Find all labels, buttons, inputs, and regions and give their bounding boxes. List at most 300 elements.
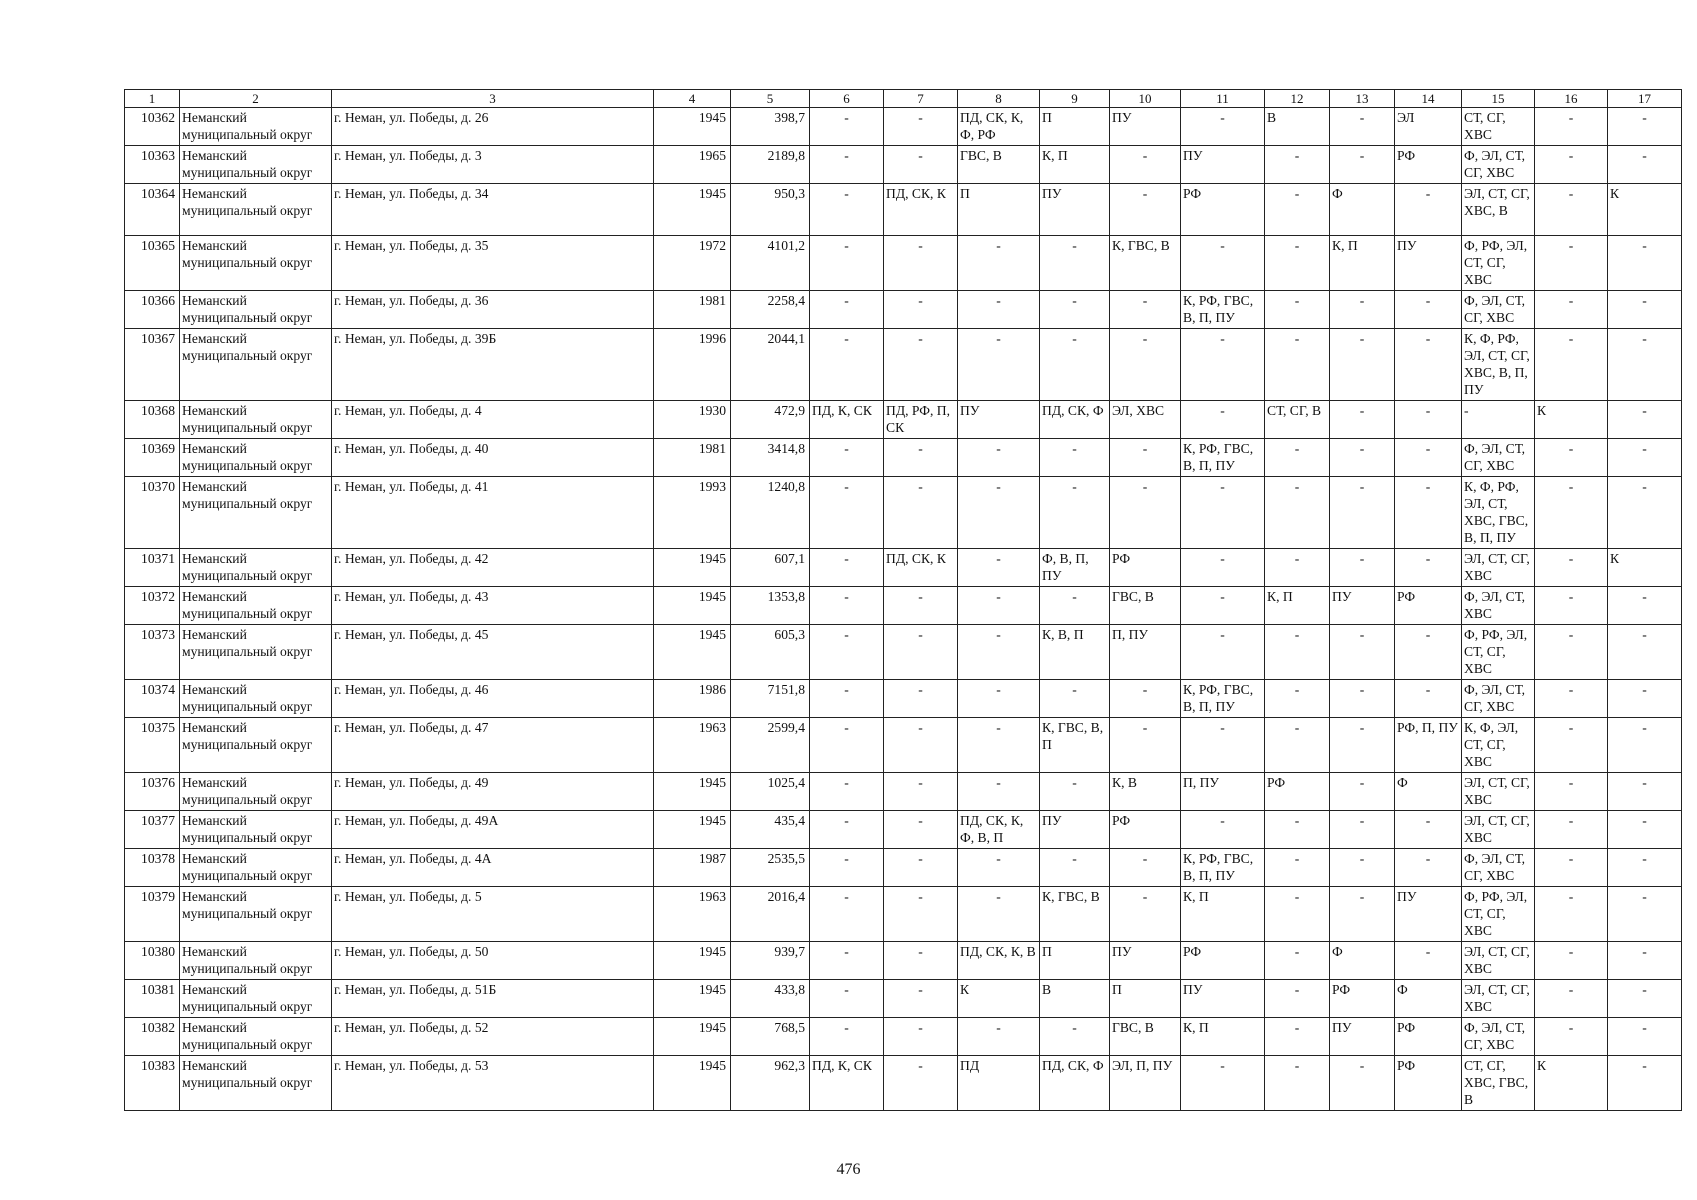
table-cell: 1981 (654, 439, 731, 477)
table-cell: г. Неман, ул. Победы, д. 52 (332, 1018, 654, 1056)
table-cell: ПУ (1395, 236, 1462, 291)
table-cell: П, ПУ (1110, 625, 1181, 680)
table-cell: - (1040, 1018, 1110, 1056)
table-cell: - (884, 680, 958, 718)
table-cell: 10376 (125, 773, 180, 811)
table-cell: 1993 (654, 477, 731, 549)
table-cell: К, РФ, ГВС, В, П, ПУ (1181, 680, 1265, 718)
table-cell: г. Неман, ул. Победы, д. 3 (332, 146, 654, 184)
table-cell: г. Неман, ул. Победы, д. 49 (332, 773, 654, 811)
table-cell: - (1535, 718, 1608, 773)
table-cell: К, Ф, РФ, ЭЛ, СТ, СГ, ХВС, В, П, ПУ (1462, 329, 1535, 401)
table-cell: - (1330, 849, 1395, 887)
table-cell: - (884, 329, 958, 401)
table-cell: - (810, 236, 884, 291)
table-cell: - (958, 887, 1040, 942)
table-cell: 10375 (125, 718, 180, 773)
table-cell: 3414,8 (731, 439, 810, 477)
table-cell: г. Неман, ул. Победы, д. 26 (332, 108, 654, 146)
table-cell: 1945 (654, 108, 731, 146)
table-cell: - (1330, 1056, 1395, 1111)
table-cell: г. Неман, ул. Победы, д. 46 (332, 680, 654, 718)
table-cell: - (958, 680, 1040, 718)
table-cell: ГВС, В (958, 146, 1040, 184)
table-cell: - (1040, 849, 1110, 887)
table-cell: - (1535, 291, 1608, 329)
table-cell: - (1265, 549, 1330, 587)
table-cell: - (1395, 811, 1462, 849)
table-cell: - (884, 236, 958, 291)
table-cell: 1353,8 (731, 587, 810, 625)
table-cell: - (810, 549, 884, 587)
table-cell: Ф, В, П, ПУ (1040, 549, 1110, 587)
table-cell: - (958, 625, 1040, 680)
table-cell: 10365 (125, 236, 180, 291)
table-cell: ПД, СК, Ф (1040, 401, 1110, 439)
table-cell: - (1535, 942, 1608, 980)
table-cell: П (1110, 980, 1181, 1018)
table-cell: - (1181, 477, 1265, 549)
table-cell: г. Неман, ул. Победы, д. 5 (332, 887, 654, 942)
table-cell: - (810, 108, 884, 146)
table-cell: К (1535, 401, 1608, 439)
table-cell: - (1181, 718, 1265, 773)
table-cell: - (1330, 811, 1395, 849)
table-cell: - (1395, 291, 1462, 329)
table-cell: - (1535, 329, 1608, 401)
table-cell: г. Неман, ул. Победы, д. 4А (332, 849, 654, 887)
table-cell: г. Неман, ул. Победы, д. 34 (332, 184, 654, 236)
table-cell: - (1535, 439, 1608, 477)
table-cell: - (884, 980, 958, 1018)
table-cell: - (884, 1018, 958, 1056)
table-cell: 1240,8 (731, 477, 810, 549)
table-cell: - (1608, 980, 1682, 1018)
table-cell: - (1265, 329, 1330, 401)
column-number-header: 8 (958, 90, 1040, 108)
table-cell: - (1395, 401, 1462, 439)
table-cell: - (884, 439, 958, 477)
table-cell: Ф, РФ, ЭЛ, СТ, СГ, ХВС (1462, 625, 1535, 680)
table-cell: - (1265, 236, 1330, 291)
table-cell: - (1181, 587, 1265, 625)
table-cell: РФ (1330, 980, 1395, 1018)
table-cell: - (1395, 549, 1462, 587)
table-cell: - (1265, 146, 1330, 184)
table-cell: г. Неман, ул. Победы, д. 53 (332, 1056, 654, 1111)
table-cell: П (1040, 942, 1110, 980)
table-cell: - (1608, 942, 1682, 980)
table-cell: 4101,2 (731, 236, 810, 291)
table-cell: ПД (958, 1056, 1040, 1111)
table-cell: - (1265, 625, 1330, 680)
table-cell: - (1608, 477, 1682, 549)
table-cell: РФ (1181, 184, 1265, 236)
table-cell: К, ГВС, В (1110, 236, 1181, 291)
table-cell: Неманский муниципальный округ (180, 146, 332, 184)
table-cell: РФ, П, ПУ (1395, 718, 1462, 773)
data-table (124, 89, 1682, 1111)
table-cell: - (810, 146, 884, 184)
table-cell: - (1608, 887, 1682, 942)
table-cell: 1945 (654, 1056, 731, 1111)
table-cell: - (884, 773, 958, 811)
table-cell: В (1265, 108, 1330, 146)
table-cell: 1945 (654, 184, 731, 236)
table-cell: ПД, К, СК (810, 1056, 884, 1111)
table-cell: Неманский муниципальный округ (180, 236, 332, 291)
table-row (125, 773, 1682, 811)
table-cell: - (1265, 1056, 1330, 1111)
table-cell: 10382 (125, 1018, 180, 1056)
table-cell: - (1110, 291, 1181, 329)
table-cell: РФ (1395, 146, 1462, 184)
table-cell: РФ (1395, 587, 1462, 625)
table-cell: ПУ (1330, 587, 1395, 625)
column-number-header: 9 (1040, 90, 1110, 108)
table-cell: - (884, 477, 958, 549)
table-cell: ПД, СК, К, Ф, В, П (958, 811, 1040, 849)
table-cell: ПУ (1181, 146, 1265, 184)
column-number-header: 4 (654, 90, 731, 108)
table-row (125, 1056, 1682, 1111)
table-cell: ПД, СК, К, Ф, РФ (958, 108, 1040, 146)
table-cell: 10363 (125, 146, 180, 184)
table-cell: ПУ (1395, 887, 1462, 942)
table-cell: - (1110, 477, 1181, 549)
table-cell: - (1330, 680, 1395, 718)
table-cell: - (1608, 1056, 1682, 1111)
table-cell: Ф, ЭЛ, СТ, СГ, ХВС (1462, 291, 1535, 329)
table-cell: - (1181, 401, 1265, 439)
table-cell: - (810, 184, 884, 236)
table-cell: ПД, СК, К (884, 549, 958, 587)
table-cell: - (1181, 329, 1265, 401)
table-cell: - (1535, 477, 1608, 549)
column-number-header: 3 (332, 90, 654, 108)
table-cell: 1945 (654, 942, 731, 980)
table-row (125, 439, 1682, 477)
table-cell: - (1265, 887, 1330, 942)
table-row (125, 849, 1682, 887)
table-row (125, 184, 1682, 236)
table-cell: Неманский муниципальный округ (180, 401, 332, 439)
table-cell: Неманский муниципальный округ (180, 942, 332, 980)
table-cell: - (1110, 680, 1181, 718)
table-row (125, 108, 1682, 146)
table-cell: - (1535, 887, 1608, 942)
table-cell: г. Неман, ул. Победы, д. 42 (332, 549, 654, 587)
table-cell: г. Неман, ул. Победы, д. 35 (332, 236, 654, 291)
column-number-header: 12 (1265, 90, 1330, 108)
table-cell: 7151,8 (731, 680, 810, 718)
table-cell: ПУ (1181, 980, 1265, 1018)
column-number-header: 15 (1462, 90, 1535, 108)
table-cell: - (884, 625, 958, 680)
table-cell: - (1110, 887, 1181, 942)
table-cell: Неманский муниципальный округ (180, 477, 332, 549)
header-row (125, 90, 1682, 108)
table-cell: 939,7 (731, 942, 810, 980)
table-cell: - (884, 146, 958, 184)
table-cell: 605,3 (731, 625, 810, 680)
table-cell: 433,8 (731, 980, 810, 1018)
table-cell: 1987 (654, 849, 731, 887)
table-cell: - (1181, 549, 1265, 587)
table-cell: Неманский муниципальный округ (180, 291, 332, 329)
table-cell: - (1395, 680, 1462, 718)
table-cell: - (1330, 773, 1395, 811)
table-cell: - (1330, 887, 1395, 942)
table-cell: 950,3 (731, 184, 810, 236)
table-cell: - (1181, 236, 1265, 291)
table-cell: ПУ (1040, 811, 1110, 849)
table-cell: - (958, 549, 1040, 587)
table-cell: - (1608, 625, 1682, 680)
table-cell: - (884, 1056, 958, 1111)
table-cell: ЭЛ, ХВС (1110, 401, 1181, 439)
table-cell: - (1608, 773, 1682, 811)
table-cell: - (1608, 439, 1682, 477)
table-cell: - (810, 439, 884, 477)
table-cell: - (1265, 980, 1330, 1018)
table-cell: 10364 (125, 184, 180, 236)
table-cell: 1945 (654, 980, 731, 1018)
table-cell: - (1265, 849, 1330, 887)
table-cell: - (1330, 439, 1395, 477)
table-cell: К, Ф, РФ, ЭЛ, СТ, ХВС, ГВС, В, П, ПУ (1462, 477, 1535, 549)
column-number-header: 14 (1395, 90, 1462, 108)
table-cell: - (1395, 329, 1462, 401)
table-cell: Ф (1330, 942, 1395, 980)
table-cell: Ф (1395, 980, 1462, 1018)
table-cell: - (884, 849, 958, 887)
table-cell: К, П (1040, 146, 1110, 184)
table-cell: - (884, 587, 958, 625)
table-cell: К, В, П (1040, 625, 1110, 680)
table-cell: - (810, 773, 884, 811)
table-cell: - (810, 625, 884, 680)
table-cell: К, П (1330, 236, 1395, 291)
table-cell: г. Неман, ул. Победы, д. 47 (332, 718, 654, 773)
table-cell: 10383 (125, 1056, 180, 1111)
table-cell: 1945 (654, 587, 731, 625)
table-cell: - (958, 439, 1040, 477)
table-cell: Неманский муниципальный округ (180, 329, 332, 401)
table-cell: 10381 (125, 980, 180, 1018)
table-cell: - (1535, 108, 1608, 146)
column-number-header: 7 (884, 90, 958, 108)
table-cell: Неманский муниципальный округ (180, 980, 332, 1018)
table-row (125, 146, 1682, 184)
table-cell: - (1535, 773, 1608, 811)
table-cell: - (1395, 184, 1462, 236)
table-cell: Неманский муниципальный округ (180, 1056, 332, 1111)
table-cell: ПУ (1040, 184, 1110, 236)
table-cell: - (810, 942, 884, 980)
table-row (125, 942, 1682, 980)
table-cell: 10362 (125, 108, 180, 146)
table-cell: г. Неман, ул. Победы, д. 36 (332, 291, 654, 329)
table-cell: 10377 (125, 811, 180, 849)
table-cell: - (1265, 680, 1330, 718)
table-cell: - (1535, 849, 1608, 887)
table-cell: - (1330, 401, 1395, 439)
table-row (125, 291, 1682, 329)
table-cell: - (810, 849, 884, 887)
table-cell: Неманский муниципальный округ (180, 184, 332, 236)
table-cell: Неманский муниципальный округ (180, 680, 332, 718)
table-cell: К (1535, 1056, 1608, 1111)
table-cell: К (1608, 184, 1682, 236)
table-cell: - (884, 108, 958, 146)
table-cell: Ф, ЭЛ, СТ, СГ, ХВС (1462, 680, 1535, 718)
table-cell: СТ, СГ, ХВС (1462, 108, 1535, 146)
table-row (125, 811, 1682, 849)
table-cell: Неманский муниципальный округ (180, 587, 332, 625)
table-cell: Ф (1330, 184, 1395, 236)
table-cell: - (810, 811, 884, 849)
table-row (125, 680, 1682, 718)
table-cell: 10379 (125, 887, 180, 942)
table-cell: - (1608, 718, 1682, 773)
column-number-header: 16 (1535, 90, 1608, 108)
table-cell: - (1535, 1018, 1608, 1056)
column-number-header: 2 (180, 90, 332, 108)
table-cell: Ф, РФ, ЭЛ, СТ, СГ, ХВС (1462, 236, 1535, 291)
table-row (125, 625, 1682, 680)
column-number-header: 6 (810, 90, 884, 108)
table-cell: - (1535, 625, 1608, 680)
table-cell: К, Ф, ЭЛ, СТ, СГ, ХВС (1462, 718, 1535, 773)
table-cell: К, ГВС, В, П (1040, 718, 1110, 773)
table-cell: 1930 (654, 401, 731, 439)
table-cell: СТ, СГ, В (1265, 401, 1330, 439)
table-cell: 1972 (654, 236, 731, 291)
table-cell: - (1462, 401, 1535, 439)
table-cell: Ф, ЭЛ, СТ, СГ, ХВС (1462, 849, 1535, 887)
table-cell: - (1265, 811, 1330, 849)
table-cell: - (810, 980, 884, 1018)
table-cell: - (1535, 587, 1608, 625)
table-cell: 1981 (654, 291, 731, 329)
table-cell: - (1535, 146, 1608, 184)
table-cell: г. Неман, ул. Победы, д. 40 (332, 439, 654, 477)
table-cell: 398,7 (731, 108, 810, 146)
table-cell: ЭЛ, СТ, СГ, ХВС (1462, 980, 1535, 1018)
table-cell: - (1395, 439, 1462, 477)
table-cell: ПД, СК, К, В (958, 942, 1040, 980)
table-cell: - (1265, 291, 1330, 329)
table-cell: 2599,4 (731, 718, 810, 773)
column-number-header: 11 (1181, 90, 1265, 108)
table-cell: - (1330, 291, 1395, 329)
table-cell: П, ПУ (1181, 773, 1265, 811)
table-cell: - (1395, 477, 1462, 549)
table-cell: 10369 (125, 439, 180, 477)
table-cell: - (884, 811, 958, 849)
table-cell: Неманский муниципальный округ (180, 811, 332, 849)
table-cell: 2016,4 (731, 887, 810, 942)
table-cell: ЭЛ, СТ, СГ, ХВС (1462, 773, 1535, 811)
table-row (125, 236, 1682, 291)
table-cell: - (1535, 980, 1608, 1018)
table-cell: - (1181, 108, 1265, 146)
table-cell: ПУ (1110, 108, 1181, 146)
table-cell: ГВС, В (1110, 1018, 1181, 1056)
table-cell: - (1535, 236, 1608, 291)
table-cell: - (1110, 439, 1181, 477)
table-cell: РФ (1181, 942, 1265, 980)
table-cell: г. Неман, ул. Победы, д. 41 (332, 477, 654, 549)
table-cell: - (958, 291, 1040, 329)
table-cell: ЭЛ, СТ, СГ, ХВС, В (1462, 184, 1535, 236)
table-cell: - (958, 477, 1040, 549)
table-cell: - (1608, 587, 1682, 625)
table-body (125, 90, 1682, 1111)
table-cell: - (958, 773, 1040, 811)
table-cell: - (1608, 108, 1682, 146)
table-cell: - (810, 718, 884, 773)
column-number-header: 10 (1110, 90, 1181, 108)
table-cell: - (1110, 718, 1181, 773)
table-cell: - (1608, 811, 1682, 849)
table-cell: - (1608, 236, 1682, 291)
table-cell: - (1040, 439, 1110, 477)
table-cell: - (958, 587, 1040, 625)
table-cell: К (1608, 549, 1682, 587)
table-cell: 768,5 (731, 1018, 810, 1056)
table-cell: - (1535, 811, 1608, 849)
table-cell: - (1181, 811, 1265, 849)
table-cell: 10367 (125, 329, 180, 401)
table-cell: - (1040, 680, 1110, 718)
table-cell: - (1265, 718, 1330, 773)
table-cell: 2044,1 (731, 329, 810, 401)
table-cell: - (1608, 849, 1682, 887)
table-cell: - (810, 680, 884, 718)
table-cell: - (1040, 773, 1110, 811)
table-cell: - (1265, 1018, 1330, 1056)
column-number-header: 1 (125, 90, 180, 108)
table-cell: 10372 (125, 587, 180, 625)
table-cell: - (810, 587, 884, 625)
table-cell: 1996 (654, 329, 731, 401)
table-cell: Неманский муниципальный округ (180, 549, 332, 587)
table-cell: - (1608, 1018, 1682, 1056)
table-cell: - (1040, 236, 1110, 291)
table-cell: - (958, 236, 1040, 291)
table-cell: - (1535, 549, 1608, 587)
table-cell: 1963 (654, 887, 731, 942)
table-cell: г. Неман, ул. Победы, д. 49А (332, 811, 654, 849)
table-cell: - (810, 477, 884, 549)
table-cell: - (884, 887, 958, 942)
table-cell: Ф, ЭЛ, СТ, СГ, ХВС (1462, 146, 1535, 184)
table-cell: 2258,4 (731, 291, 810, 329)
table-cell: - (1265, 439, 1330, 477)
table-cell: - (810, 291, 884, 329)
table-cell: - (884, 718, 958, 773)
table-cell: ПУ (1330, 1018, 1395, 1056)
table-row (125, 718, 1682, 773)
table-cell: 2535,5 (731, 849, 810, 887)
table-cell: Ф, ЭЛ, СТ, СГ, ХВС (1462, 439, 1535, 477)
table-cell: 10366 (125, 291, 180, 329)
table-cell: - (1110, 184, 1181, 236)
table-cell: К (958, 980, 1040, 1018)
table-cell: 1025,4 (731, 773, 810, 811)
